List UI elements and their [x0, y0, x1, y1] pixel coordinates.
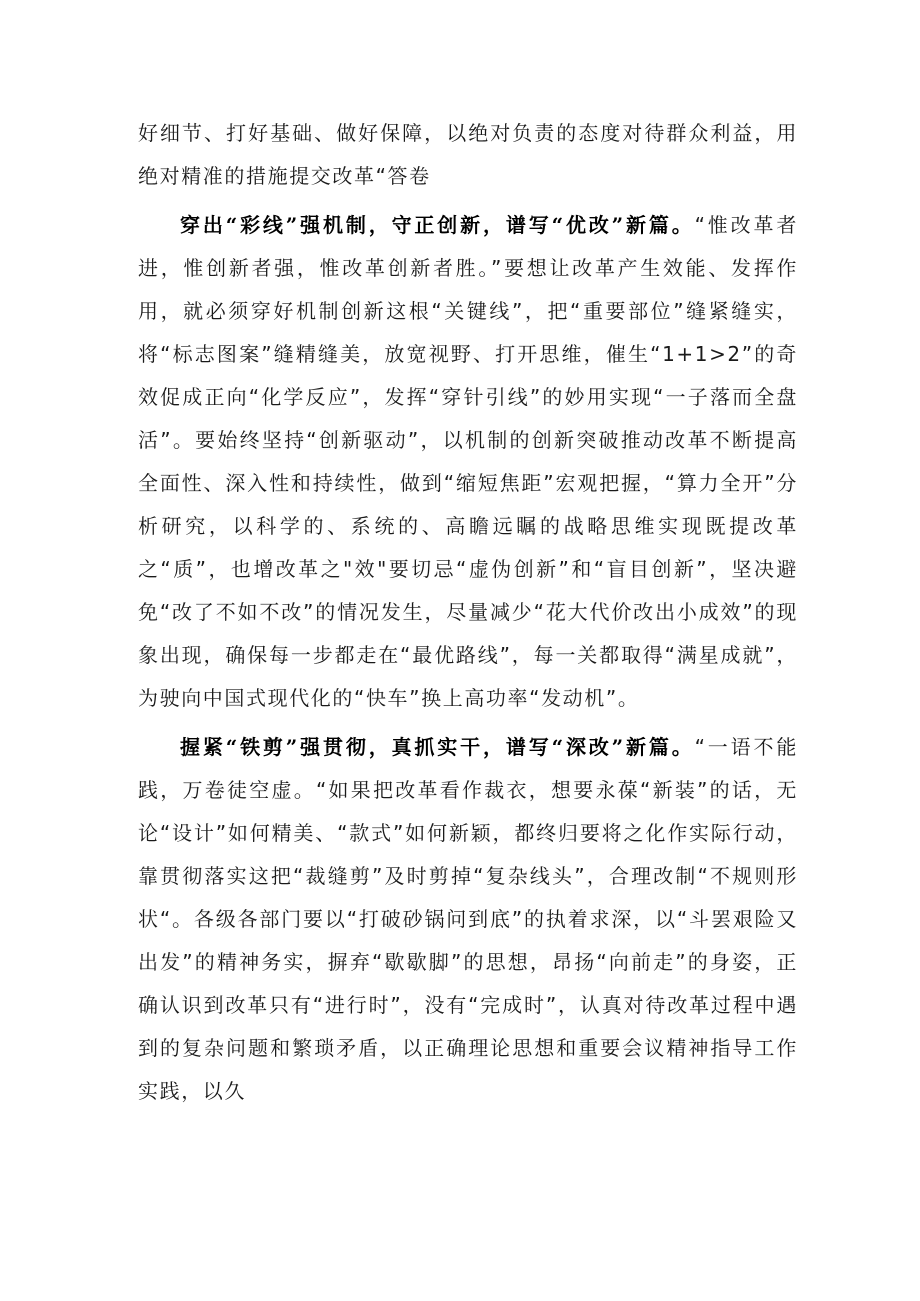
paragraph-text: “一语不能践，万卷徒空虚。“如果把改革看作裁衣，想要永葆“新装”的话，无论“设计”如何精美、“款式”如何新颖，都终归要将之化作实际行动，靠贯彻落实这把“裁缝剪”及时剪掉“复杂线头”，合理改制“不规则形状“。各级各部门要以“打破砂锅问到底”的执着求深，以“斗罢艰险又出发”的精神务实，摒弃“歇歇脚”的思想，昂扬“向前走”的身姿，正确认识到改革只有“进行时”，没有“完成时”，认真对待改革过程中遇到的复杂问题和繁琐矛盾，以正确理论思想和重要会议精神指导工作实践，以久 [138, 735, 798, 1103]
paragraph-lead-heading: 穿出“彩线”强机制，守正创新，谱写“优改”新篇。 [180, 213, 695, 237]
paragraph-text: 好细节、打好基础、做好保障，以绝对负责的态度对待群众利益，用绝对精准的措施提交改革“答卷 [138, 121, 798, 188]
paragraph-text: “惟改革者进，惟创新者强，惟改革创新者胜。”要想让改革产生效能、发挥作用，就必须穿好机制创新这根“关键线”，把“重要部位”缝紧缝实，将“标志图案”缝精缝美，放宽视野、打开思维，催生“1+1>2”的奇效促成正向“化学反应”，发挥“穿针引线”的妙用实现“一子落而全盘活”。要始终坚持“创新驱动”，以机制的创新突破推动改革不断提高全面性、深入性和持续性，做到“缩短焦距”宏观把握，“算力全开”分析研究，以科学的、系统的、高瞻远瞩的战略思维实现既提改革之“质”，也增改革之"效"要切忌“虚伪创新”和“盲目创新”，坚决避免“改了不如不改”的情况发生，尽量减少“花大代价改出小成效”的现象出现，确保每一步都走在“最优路线”，每一关都取得“满星成就”，为驶向中国式现代化的“快车”换上高功率“发动机”。 [138, 213, 798, 710]
paragraph-lead-heading: 握紧“铁剪”强贯彻，真抓实干，谱写“深改”新篇。 [180, 735, 695, 759]
article-body [138, 112, 798, 1113]
paragraph-continuation [138, 112, 798, 198]
paragraph-innovation [138, 204, 798, 720]
paragraph-implementation [138, 726, 798, 1113]
